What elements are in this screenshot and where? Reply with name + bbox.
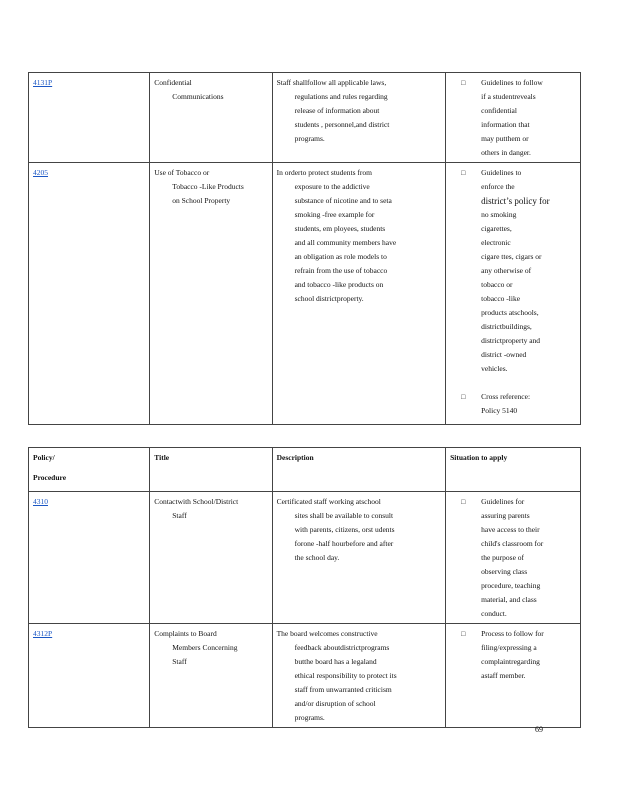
situation-line: districtproperty and xyxy=(481,336,541,345)
description-line: feedback aboutdistrictprograms xyxy=(294,643,390,652)
situation-line: district -owned xyxy=(481,350,527,359)
description-line: school districtproperty. xyxy=(294,294,364,303)
situation-line: assuring parents xyxy=(481,511,530,520)
situation-line: Policy 5140 xyxy=(481,406,518,415)
situation-line: Guidelines to xyxy=(481,168,522,177)
description-cell xyxy=(272,163,446,425)
description-line: students, em ployees, students xyxy=(294,224,386,233)
policy-link[interactable]: 4131P xyxy=(33,78,53,87)
situation-line: filing/expressing a xyxy=(481,643,537,652)
policy-link[interactable]: 4310 xyxy=(33,497,48,506)
checkbox-bullet-icon: □ xyxy=(461,630,466,638)
title-line: Communications xyxy=(172,92,224,101)
situation-line: cigarettes, xyxy=(481,224,512,233)
description-line: the school day. xyxy=(294,553,340,562)
situation-line: observing class xyxy=(481,567,528,576)
title-cell xyxy=(150,73,272,163)
situation-line: material, and class xyxy=(481,595,537,604)
title-cell xyxy=(150,624,272,728)
header-label: Title xyxy=(154,453,170,462)
situation-line: Cross reference: xyxy=(481,392,531,401)
situation-line: astaff member. xyxy=(481,671,526,680)
header-label: Description xyxy=(276,453,314,462)
header-situation xyxy=(446,448,581,492)
situation-line: Guidelines to follow xyxy=(481,78,543,87)
policy-link[interactable]: 4312P xyxy=(33,629,53,638)
title-line: Confidential xyxy=(154,78,192,87)
situation-line: procedure, teaching xyxy=(481,581,541,590)
table-row xyxy=(29,624,581,728)
situation-line: Guidelines for xyxy=(481,497,525,506)
situation-cell xyxy=(446,163,581,425)
title-line: on School Property xyxy=(172,196,231,205)
situation-line: have access to their xyxy=(481,525,540,534)
description-cell xyxy=(272,492,446,624)
checkbox-bullet-icon: □ xyxy=(461,498,466,506)
description-line: and/or disruption of school xyxy=(294,699,376,708)
checkbox-bullet-icon: □ xyxy=(461,169,466,177)
description-line: programs. xyxy=(294,713,325,722)
situation-line: electronic xyxy=(481,238,511,247)
policy-table-top xyxy=(28,72,581,425)
description-line: and tobacco -like products on xyxy=(294,280,384,289)
header-policy xyxy=(29,448,150,492)
title-line: Contactwith School/District xyxy=(154,497,239,506)
situation-line: tobacco -like xyxy=(481,294,521,303)
situation-line: others in danger. xyxy=(481,148,531,157)
title-cell xyxy=(150,163,272,425)
description-line: forone -half hourbefore and after xyxy=(294,539,394,548)
policy-id-cell xyxy=(29,73,150,163)
checkbox-bullet-icon: □ xyxy=(461,79,466,87)
situation-cell xyxy=(446,624,581,728)
situation-line: district’s policy for xyxy=(481,196,550,206)
header-label: Situation to apply xyxy=(450,453,508,462)
header-label: Procedure xyxy=(33,473,67,482)
situation-line: vehicles. xyxy=(481,364,508,373)
table-header-row xyxy=(29,448,581,492)
description-line: sites shall be available to consult xyxy=(294,511,394,520)
title-line: Staff xyxy=(172,511,187,520)
situation-line: districtbuildings, xyxy=(481,322,532,331)
situation-line: enforce the xyxy=(481,182,515,191)
situation-line: cigare ttes, cigars or xyxy=(481,252,542,261)
title-line: Tobacco -Like Products xyxy=(172,182,244,191)
situation-line: confidential xyxy=(481,106,517,115)
description-line: smoking -free example for xyxy=(294,210,375,219)
header-title xyxy=(150,448,272,492)
description-line: In orderto protect students from xyxy=(276,168,372,177)
description-line: staff from unwarranted criticism xyxy=(294,685,392,694)
situation-line: tobacco or xyxy=(481,280,513,289)
page-number: 69 xyxy=(535,725,543,734)
situation-line: the purpose of xyxy=(481,553,525,562)
description-line: refrain from the use of tobacco xyxy=(294,266,388,275)
description-line: butthe board has a legaland xyxy=(294,657,377,666)
situation-line: if a studentreveals xyxy=(481,92,536,101)
description-line: programs. xyxy=(294,134,325,143)
situation-cell xyxy=(446,492,581,624)
description-cell xyxy=(272,73,446,163)
description-line: regulations and rules regarding xyxy=(294,92,388,101)
table-row xyxy=(29,163,581,425)
description-line: The board welcomes constructive xyxy=(276,629,378,638)
situation-line: no smoking xyxy=(481,210,517,219)
policy-id-cell xyxy=(29,624,150,728)
situation-line: complaintregarding xyxy=(481,657,540,666)
header-description xyxy=(272,448,446,492)
situation-line: child's classroom for xyxy=(481,539,544,548)
description-line: Certificated staff working atschool xyxy=(276,497,381,506)
title-line: Complaints to Board xyxy=(154,629,217,638)
situation-line: any otherwise of xyxy=(481,266,532,275)
situation-line: products atschools, xyxy=(481,308,539,317)
policy-id-cell xyxy=(29,492,150,624)
title-cell xyxy=(150,492,272,624)
situation-line: Process to follow for xyxy=(481,629,544,638)
table-row xyxy=(29,73,581,163)
policy-table-bottom xyxy=(28,447,581,728)
description-line: and all community members have xyxy=(294,238,397,247)
title-line: Staff xyxy=(172,657,187,666)
checkbox-bullet-icon: □ xyxy=(461,393,466,401)
title-line: Members Concerning xyxy=(172,643,238,652)
description-line: with parents, citizens, orst udents xyxy=(294,525,395,534)
description-line: release of information about xyxy=(294,106,380,115)
situation-line: may putthem or xyxy=(481,134,529,143)
situation-line: conduct. xyxy=(481,609,507,618)
description-line: an obligation as role models to xyxy=(294,252,387,261)
situation-cell xyxy=(446,73,581,163)
title-line: Use of Tobacco or xyxy=(154,168,210,177)
description-line: ethical responsibility to protect its xyxy=(294,671,397,680)
description-line: substance of nicotine and to seta xyxy=(294,196,392,205)
description-line: exposure to the addictive xyxy=(294,182,370,191)
header-label: Policy/ xyxy=(33,453,55,462)
description-cell xyxy=(272,624,446,728)
policy-link[interactable]: 4205 xyxy=(33,168,48,177)
policy-id-cell xyxy=(29,163,150,425)
description-line: Staff shallfollow all applicable laws, xyxy=(276,78,387,87)
description-line: students , personnel,and district xyxy=(294,120,390,129)
situation-line: information that xyxy=(481,120,530,129)
table-row xyxy=(29,492,581,624)
